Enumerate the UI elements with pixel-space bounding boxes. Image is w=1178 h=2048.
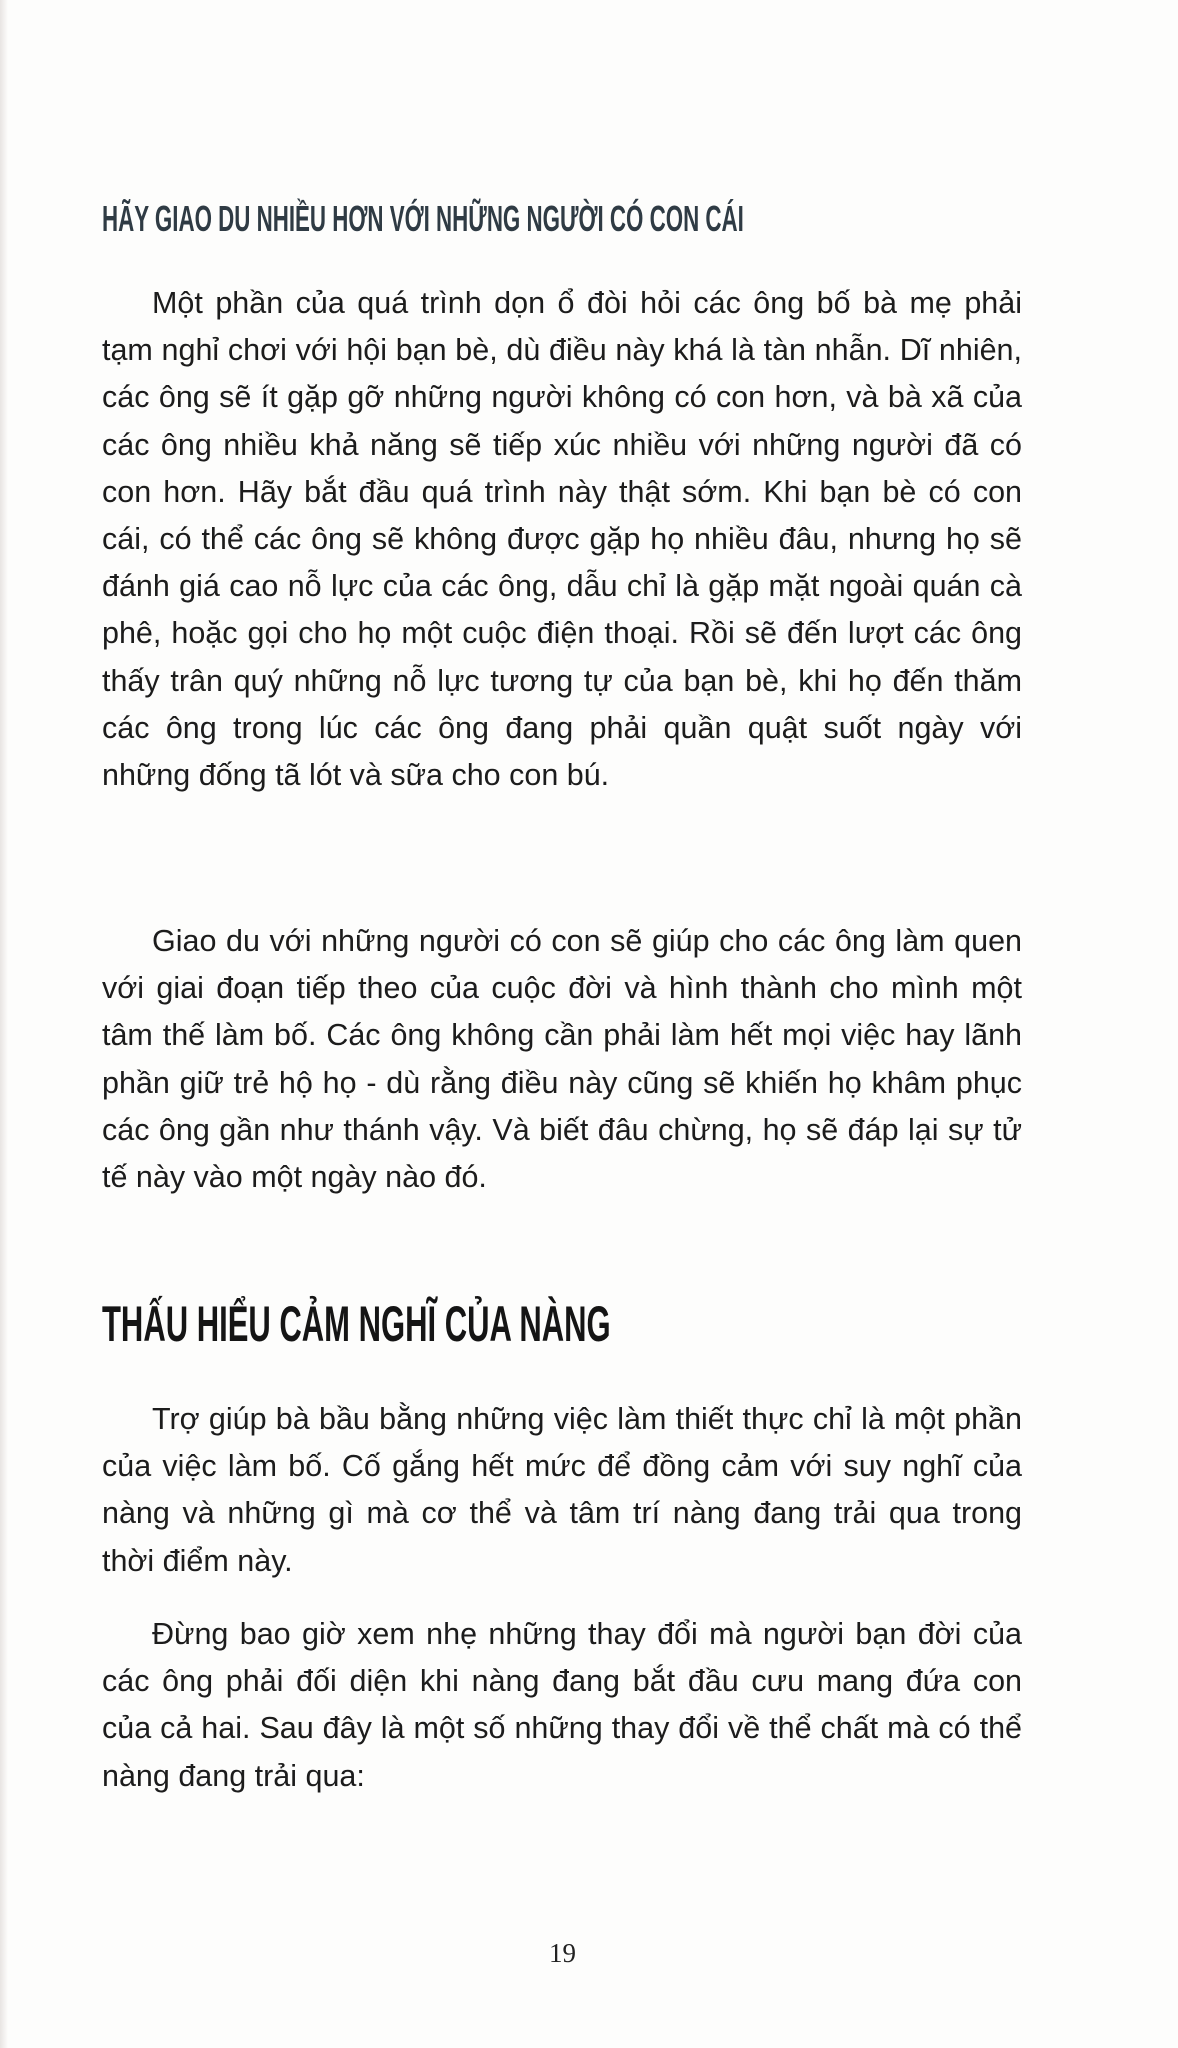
paragraph-socialize-1: Một phần của quá trình dọn ổ đòi hỏi các ông bố bà mẹ phải tạm nghỉ chơi với hội bạn bè, dù điều này khá là tàn nhẫn. Dĩ nhiên, các ông sẽ ít gặp gỡ những người không có con hơn, và bà xã của các ông nhiều khả năng sẽ tiếp xúc nhiều với những người đã có con hơn. Hãy bắt đầu quá trình này thật sớm. Khi bạn bè có con cái, có thể các ông sẽ không được gặp họ nhiều đâu, nhưng họ sẽ đánh giá cao nỗ lực của các ông, dẫu chỉ là gặp mặt ngoài quán cà phê, hoặc gọi cho họ một cuộc điện thoại. Rồi sẽ đến lượt các ông thấy trân quý những nỗ lực tương tự của bạn bè, khi họ đến thăm các ông trong lúc các ông đang phải quần quật suốt ngày với những đống tã lót và sữa cho con bú.	[102, 286, 1022, 793]
paragraph-socialize-2: Giao du với những người có con sẽ giúp cho các ông làm quen với giai đoạn tiếp theo của cuộc đời và hình thành cho mình một tâm thế làm bố. Các ông không cần phải làm hết mọi việc hay lãnh phần giữ trẻ hộ họ - dù rằng điều này cũng sẽ khiến họ khâm phục các ông gần như thánh vậy. Và biết đâu chừng, họ sẽ đáp lại sự tử tế này vào một ngày nào đó.	[102, 924, 1022, 1195]
paragraph-understand-2: Đừng bao giờ xem nhẹ những thay đổi mà người bạn đời của các ông phải đối diện khi nàng đang bắt đầu cưu mang đứa con của cả hai. Sau đây là một số những thay đổi về thể chất mà có thể nàng đang trải qua:	[102, 1617, 1022, 1793]
section-heading-socialize: HÃY GIAO DU NHIỀU HƠN VỚI NHỮNG NGƯỜI CÓ CON CÁI	[102, 198, 744, 239]
page-number: 19	[549, 1938, 576, 1968]
page-edge-shadow	[0, 0, 8, 2048]
section-heading-understand: THẤU HIỂU CẢM NGHĨ CỦA NÀNG	[102, 1296, 611, 1352]
paragraph-understand-1: Trợ giúp bà bầu bằng những việc làm thiết thực chỉ là một phần của việc làm bố. Cố gắng hết mức để đồng cảm với suy nghĩ của nàng và những gì mà cơ thể và tâm trí nàng đang trải qua trong thời điểm này.	[102, 1402, 1022, 1578]
